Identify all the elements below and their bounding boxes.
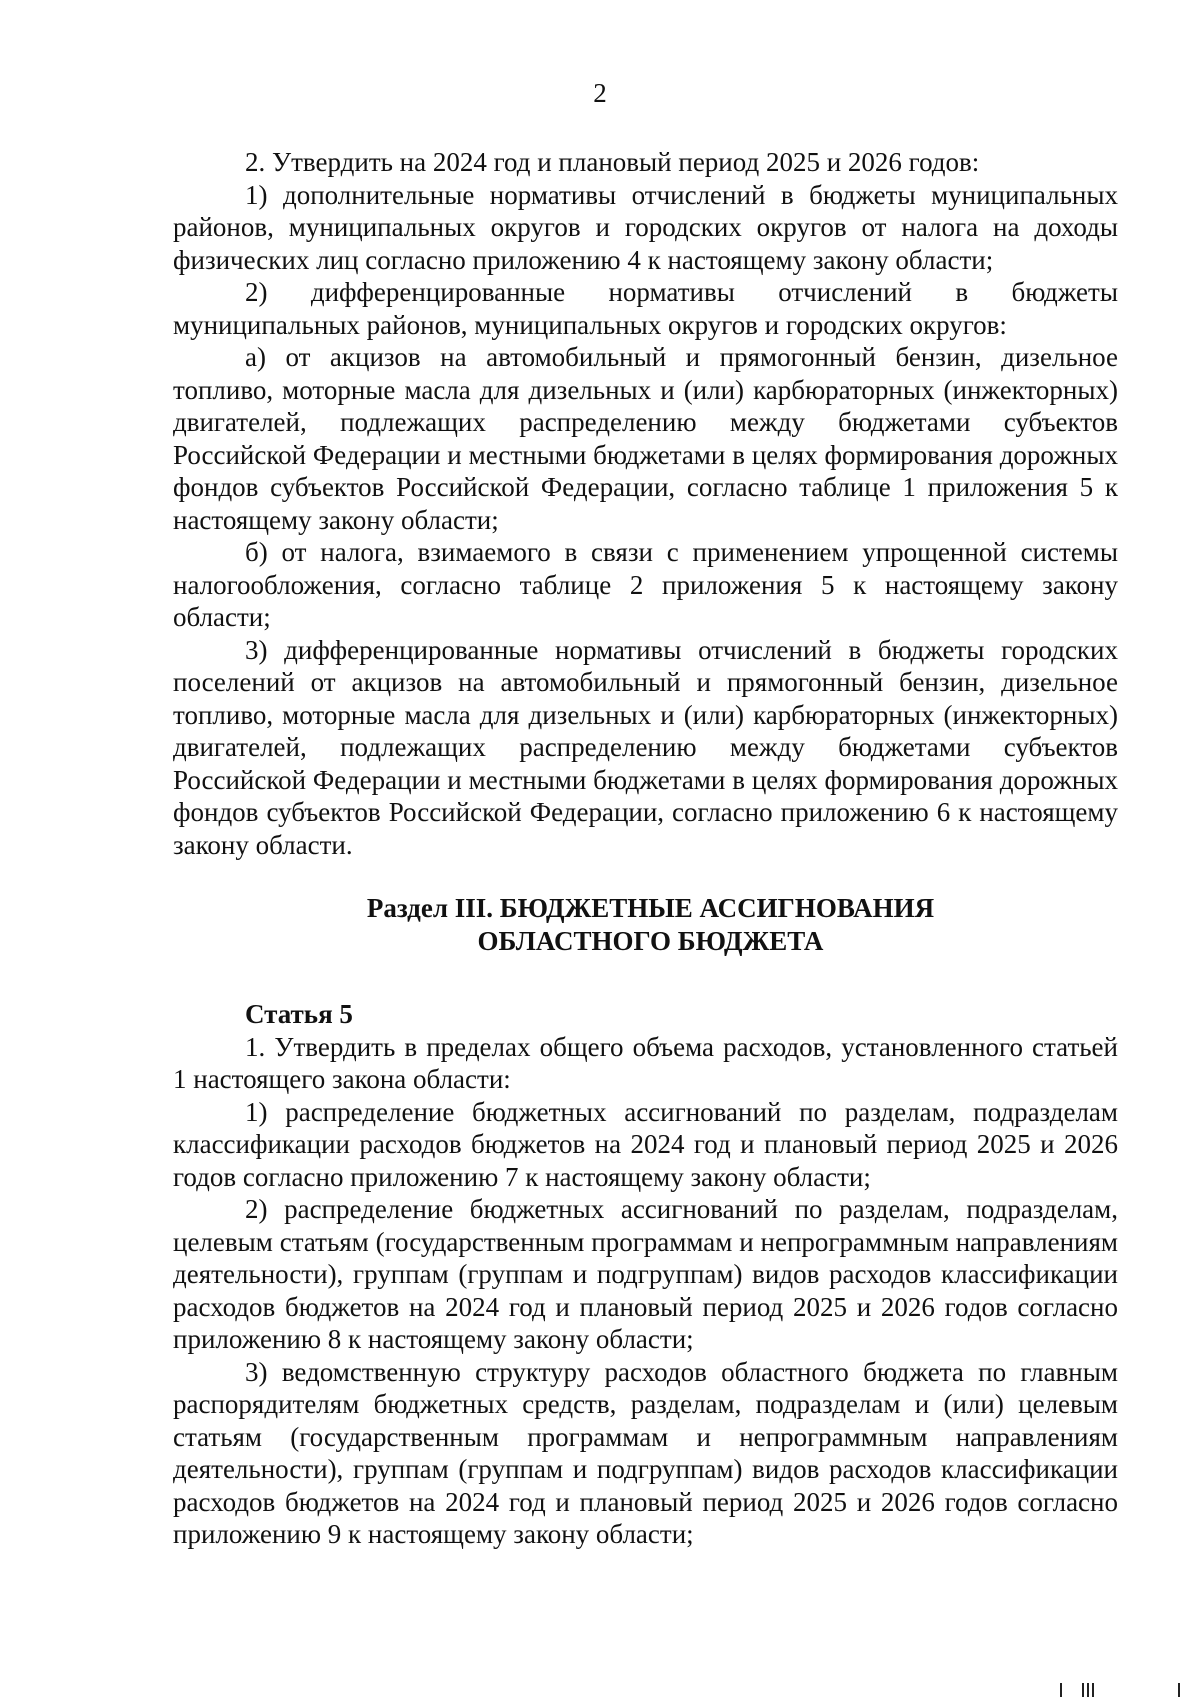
paragraph-2-3: 3) дифференцированные нормативы отчислений в бюджеты городских поселений от акцизов на автомобильный и прямогонный бензин, дизельное топливо, моторные масла для дизельных и (или) карбюраторных (инжекторных) двигателей, подлежащих распределению между бюджетами субъектов Российской Федерации и местными бюджетами в целях формирования дорожных фондов субъектов Российской Федерации, согласно приложению 6 к настоящему закону области. — [173, 634, 1118, 860]
scan-mark — [1060, 1683, 1062, 1697]
section-title-line1: Раздел III. БЮДЖЕТНЫЕ АССИГНОВАНИЯ — [366, 893, 935, 923]
section-title-line2: ОБЛАСТНОГО БЮДЖЕТА — [477, 926, 824, 956]
paragraph-2-2-b: б) от налога, взимаемого в связи с применением упрощенной системы налогообложения, согласно таблице 2 приложения 5 к настоящему закону области; — [173, 537, 1118, 632]
article-paragraph-1-2: 2) распределение бюджетных ассигнований по разделам, подразделам, целевым статьям (государственным программам и непрограммным направлениям деятельности), группам (группам и подгруппам) видов расходов классификации расходов бюджетов на 2024 год и плановый период 2025 и 2026 годов согласно приложению 8 к настоящему закону области; — [173, 1194, 1118, 1354]
scan-mark — [1082, 1683, 1084, 1697]
paragraph-2: 2. Утвердить на 2024 год и плановый период 2025 и 2026 годов: — [245, 147, 980, 177]
scan-mark — [1087, 1683, 1089, 1697]
article-paragraph-1-1: 1) распределение бюджетных ассигнований по разделам, подразделам классификации расходов бюджетов на 2024 год и плановый период 2025 и 2026 годов согласно приложению 7 к настоящему закону области; — [173, 1096, 1118, 1192]
section-title — [173, 892, 1118, 958]
document-body — [173, 146, 1118, 1551]
paragraph-2-2: 2) дифференцированные нормативы отчислений в бюджеты муниципальных районов, муниципальных округов и городских округов: — [173, 277, 1118, 340]
paragraph-2-1: 1) дополнительные нормативы отчислений в бюджеты муниципальных районов, муниципальных округов и городских округов от налога на доходы физических лиц согласно приложению 4 к настоящему закону области; — [173, 179, 1118, 275]
article-paragraph-1-3: 3) ведомственную структуру расходов областного бюджета по главным распорядителям бюджетных средств, разделам, подразделам и (или) целевым статьям (государственным программам и непрограммным направлениям деятельности), группам (группам и подгруппам) видов расходов классификации расходов бюджетов на 2024 год и плановый период 2025 и 2026 годов согласно приложению 9 к настоящему закону области; — [173, 1356, 1118, 1549]
scan-edge-marks — [1050, 1673, 1200, 1697]
page-number: 2 — [593, 78, 607, 108]
scan-mark — [1178, 1683, 1180, 1697]
article-title: Статья 5 — [245, 999, 353, 1029]
paragraph-2-2-a: а) от акцизов на автомобильный и прямогонный бензин, дизельное топливо, моторные масла для дизельных и (или) карбюраторных (инжекторных) двигателей, подлежащих распределению между бюджетами субъектов Российской Федерации и местными бюджетами в целях формирования дорожных фондов субъектов Российской Федерации, согласно таблице 1 приложения 5 к настоящему закону области; — [173, 342, 1118, 535]
article-paragraph-1: 1. Утвердить в пределах общего объема расходов, установленного статьей 1 настоящего закона области: — [173, 1031, 1118, 1094]
scan-mark — [1092, 1683, 1094, 1697]
